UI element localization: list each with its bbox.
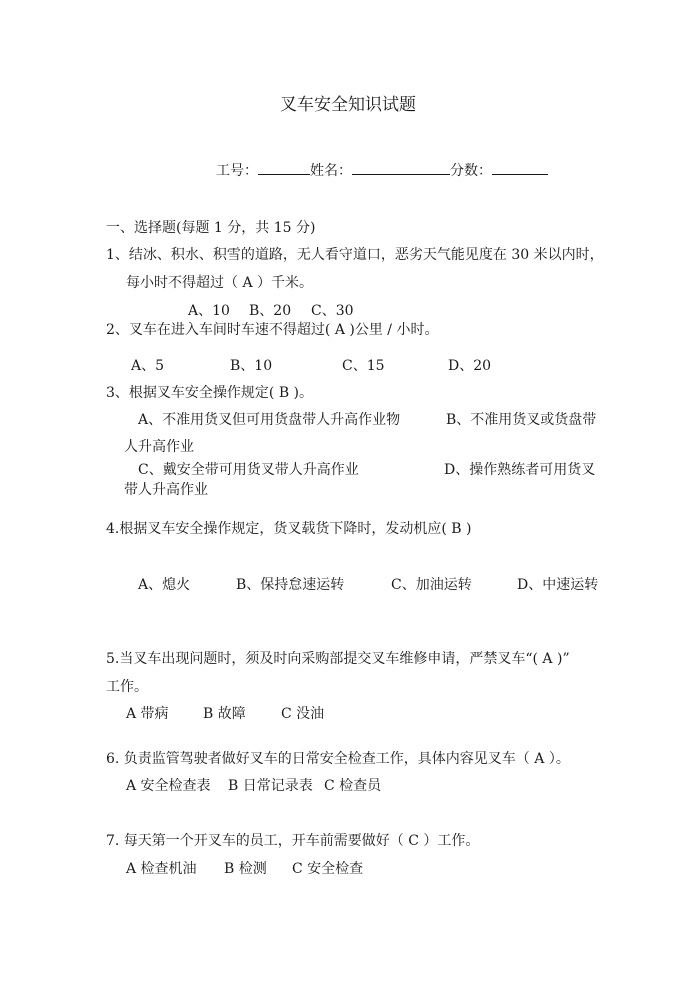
section-heading: 一、选择题(每题 1 分，共 15 分) bbox=[106, 220, 316, 236]
question-1-text: 1、结冰、积水、积雪的道路，无人看守道口，恶劣天气能见度在 30 米以内时， bbox=[106, 247, 604, 263]
question-1-option-c: C、30 bbox=[311, 303, 354, 319]
question-4-text: 4.根据叉车安全操作规定，货叉载货下降时，发动机应( B ) bbox=[106, 521, 472, 537]
question-7-option-c: C 安全检查 bbox=[292, 861, 364, 877]
question-6-option-c: C 检查员 bbox=[324, 778, 382, 794]
question-2-option-a: A、5 bbox=[131, 358, 165, 374]
question-1-option-b: B、20 bbox=[249, 303, 292, 319]
question-5-text-cont: 工作。 bbox=[106, 679, 148, 695]
question-1-option-a: A、10 bbox=[188, 303, 230, 319]
question-7-option-a: A 检查机油 bbox=[126, 861, 197, 877]
question-2-option-c: C、15 bbox=[342, 358, 385, 374]
info-line bbox=[216, 160, 548, 180]
question-2-text: 2、叉车在进入车间时车速不得超过( A )公里 / 小时。 bbox=[106, 322, 439, 338]
question-3-option-b: B、不准用货叉或货盘带 bbox=[446, 412, 597, 428]
employee-id-blank[interactable] bbox=[258, 160, 310, 175]
question-6-text: 6. 负责监管驾驶者做好叉车的日常安全检查工作，具体内容见叉车（ A ）。 bbox=[106, 751, 570, 767]
question-5-option-b: B 故障 bbox=[203, 706, 246, 722]
question-3-option-c: C、戴安全带可用货叉带人升高作业 bbox=[138, 462, 359, 478]
question-3-option-d-cont: 带人升高作业 bbox=[124, 482, 208, 498]
question-2-option-b: B、10 bbox=[230, 358, 273, 374]
question-4-option-d: D、中速运转 bbox=[517, 577, 599, 593]
score-label: 分数： bbox=[450, 163, 492, 179]
question-4-option-a: A、熄火 bbox=[138, 577, 191, 593]
question-5-text: 5.当叉车出现问题时，须及时向采购部提交叉车维修申请，严禁叉车“( A )” bbox=[106, 651, 570, 667]
question-7-text: 7. 每天第一个开叉车的员工，开车前需要做好（ C ）工作。 bbox=[106, 833, 480, 849]
question-4-option-b: B、保持怠速运转 bbox=[236, 577, 345, 593]
question-2-option-d: D、20 bbox=[448, 358, 492, 374]
question-3-option-a: A、不准用货叉但可用货盘带人升高作业物 bbox=[138, 412, 401, 428]
question-3-option-b-cont: 人升高作业 bbox=[124, 439, 194, 455]
question-3-option-d: D、操作熟练者可用货叉 bbox=[444, 462, 596, 478]
employee-id-label: 工号： bbox=[216, 163, 258, 179]
name-label: 姓名： bbox=[310, 163, 352, 179]
question-7-option-b: B 检测 bbox=[224, 861, 267, 877]
question-3-text: 3、根据叉车安全操作规定( B )。 bbox=[106, 385, 314, 401]
page-title: 叉车安全知识试题 bbox=[280, 95, 416, 115]
name-blank[interactable] bbox=[352, 160, 450, 175]
question-6-option-a: A 安全检查表 bbox=[126, 778, 211, 794]
question-5-option-a: A 带病 bbox=[126, 706, 169, 722]
question-6-option-b: B 日常记录表 bbox=[228, 778, 313, 794]
question-5-option-c: C 没油 bbox=[281, 706, 325, 722]
question-4-option-c: C、加油运转 bbox=[391, 577, 472, 593]
score-blank[interactable] bbox=[492, 160, 548, 175]
question-1-text-cont: 每小时不得超过（ A ）千米。 bbox=[126, 275, 314, 291]
